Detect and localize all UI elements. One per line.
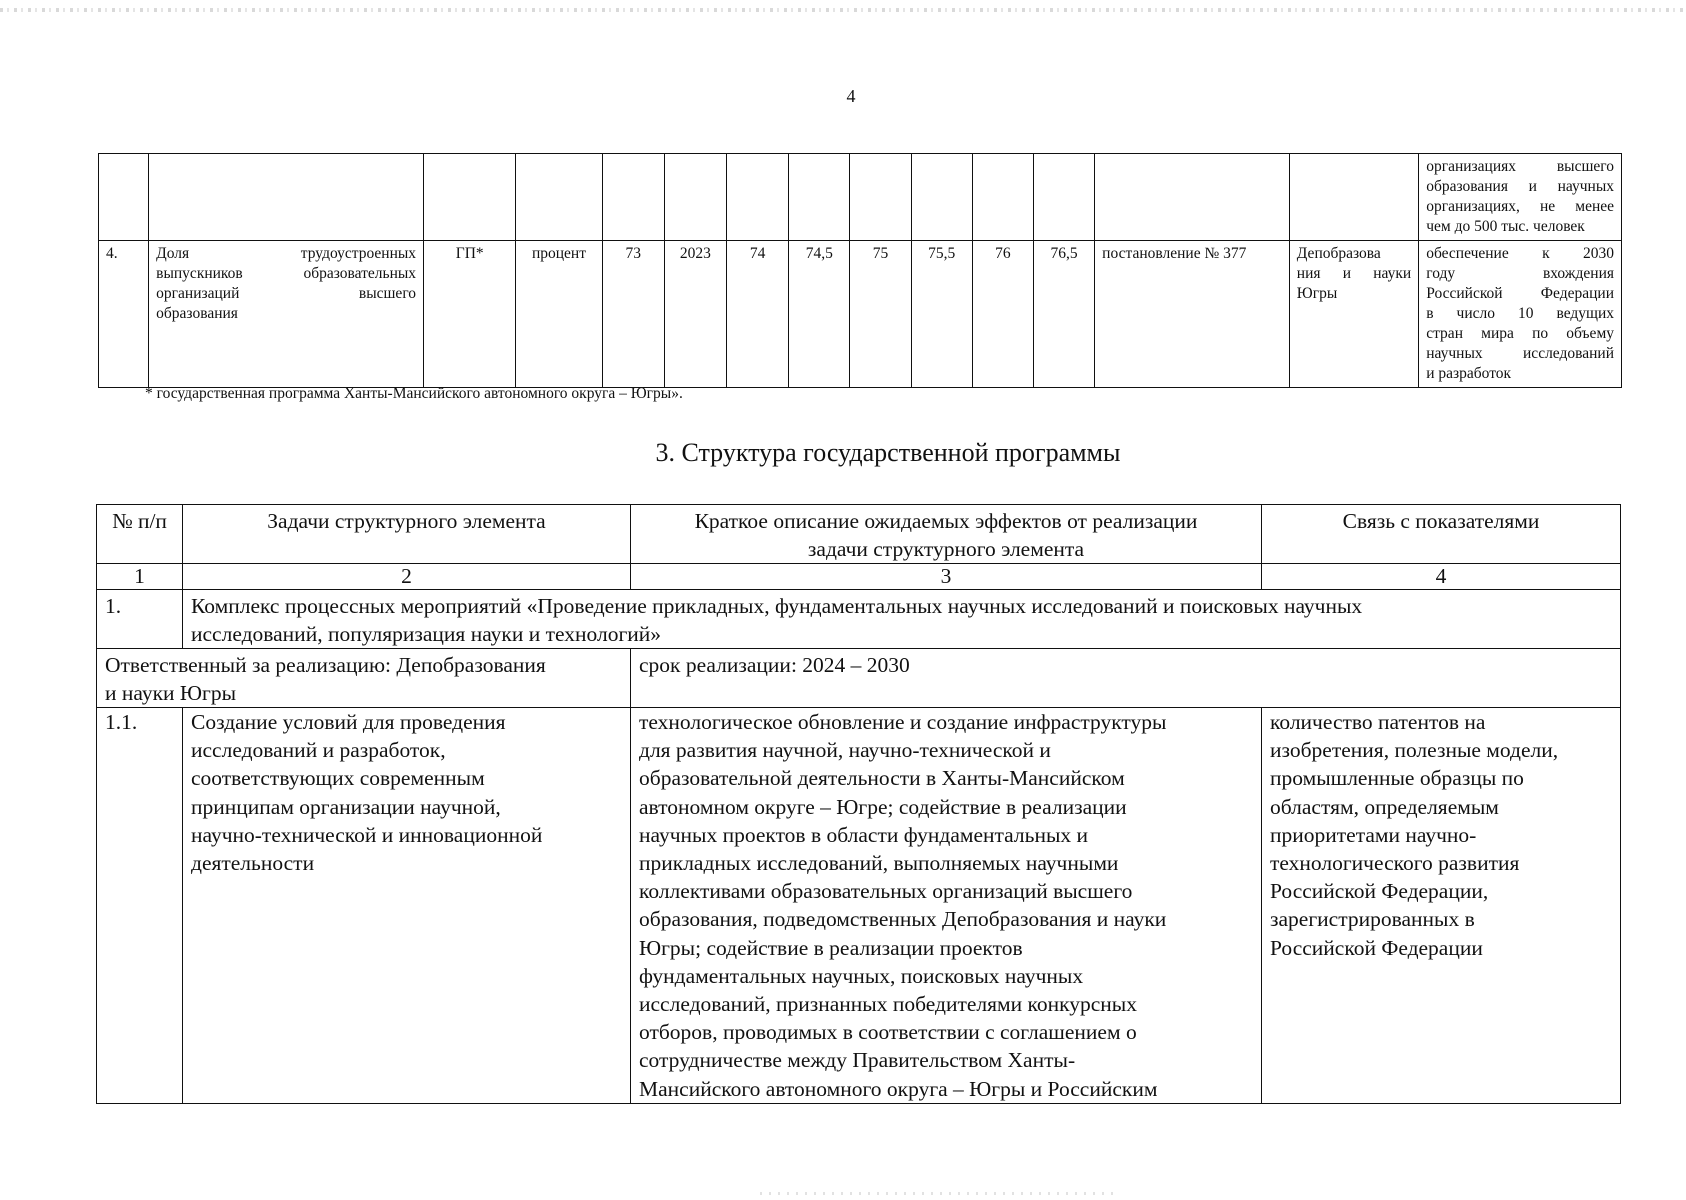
implementation-term: срок реализации: 2024 – 2030 (631, 649, 1621, 708)
cell-empty (1289, 154, 1418, 241)
column-number: 4 (1262, 564, 1621, 590)
indicator-responsible: Депобразова ния и науки Югры (1289, 241, 1418, 388)
structure-table (96, 504, 1621, 1104)
cell-empty (911, 154, 972, 241)
indicators-continuation-row (99, 154, 1622, 241)
complex-num: 1. (97, 590, 183, 649)
page-number: 4 (846, 86, 856, 106)
base-value: 73 (602, 241, 664, 388)
task-description: Создание условий для проведения исследований и разработок, соответствующих современным принципам организации научной, научно-технической и инновационной деятельности (183, 708, 631, 1104)
cell-empty (972, 154, 1033, 241)
task-row (97, 708, 1621, 1104)
cell-empty (789, 154, 850, 241)
column-number: 3 (631, 564, 1262, 590)
year-value: 76 (972, 241, 1033, 388)
header-links: Связь с показателями (1262, 505, 1621, 564)
column-number: 1 (97, 564, 183, 590)
cell-empty (516, 154, 602, 241)
goal-link-continuation: организациях высшего образования и научных организациях, не менее чем до 500 тыс. человек (1419, 154, 1622, 241)
indicator-level: ГП* (424, 241, 516, 388)
section-title: 3. Структура государственной программы (655, 438, 1121, 467)
year-value: 75 (850, 241, 911, 388)
indicators-table (98, 153, 1622, 388)
cell-empty (99, 154, 149, 241)
task-indicator-links: количество патентов на изобретения, полезные модели, промышленные образцы по областям, определяемым приоритетами научно- технологического развития Российской Федерации, зарегистрированных в Российской Федерации (1262, 708, 1621, 1104)
complex-title: Комплекс процессных мероприятий «Проведение прикладных, фундаментальных научных исследований и поисковых научных исследований, популяризация науки и технологий» (183, 590, 1621, 649)
footnote: * государственная программа Ханты-Мансийского автономного округа – Югры». (145, 385, 683, 402)
indicator-num: 4. (99, 241, 149, 388)
year-value: 76,5 (1033, 241, 1094, 388)
year-value: 74 (727, 241, 789, 388)
structure-header-row (97, 505, 1621, 564)
header-tasks: Задачи структурного элемента (183, 505, 631, 564)
scan-edge-artifact (760, 1192, 1120, 1195)
task-num: 1.1. (97, 708, 183, 1104)
responsible-label: Ответственный за реализацию: Депобразования и науки Югры (97, 649, 631, 708)
header-effects: Краткое описание ожидаемых эффектов от реализации задачи структурного элемента (631, 505, 1262, 564)
scan-edge-artifact (0, 8, 1686, 12)
base-year: 2023 (664, 241, 726, 388)
indicator-unit: процент (516, 241, 602, 388)
column-number: 2 (183, 564, 631, 590)
cell-empty (602, 154, 664, 241)
column-number-row (97, 564, 1621, 590)
cell-empty (850, 154, 911, 241)
year-value: 74,5 (789, 241, 850, 388)
cell-empty (1033, 154, 1094, 241)
cell-empty (727, 154, 789, 241)
cell-empty (149, 154, 424, 241)
cell-empty (424, 154, 516, 241)
task-effects: технологическое обновление и создание инфраструктуры для развития научной, научно-технической и образовательной деятельности в Ханты-Мансийском автономном округе – Югре; содействие в реализации научных проектов в области фундаментальных и прикладных исследований, выполняемых научными коллективами образовательных организаций высшего образования, подведомственных Депобразования и науки Югры; содействие в реализации проектов фундаментальных научных, поисковых научных исследований, признанных победителями конкурсных отборов, проводимых в соответствии с соглашением о сотрудничестве между Правительством Ханты- Мансийского автономного округа – Югры и Российским (631, 708, 1262, 1104)
indicator-row (99, 241, 1622, 388)
responsible-row (97, 649, 1621, 708)
cell-empty (1095, 154, 1290, 241)
year-value: 75,5 (911, 241, 972, 388)
complex-row (97, 590, 1621, 649)
header-num: № п/п (97, 505, 183, 564)
cell-empty (664, 154, 726, 241)
indicator-document: постановление № 377 (1095, 241, 1290, 388)
indicator-goal-link: обеспечение к 2030 году вхождения Российской Федерации в число 10 ведущих стран мира по объему научных исследований и разработок (1419, 241, 1622, 388)
indicator-name: Доля трудоустроенных выпускников образовательных организаций высшего образования (149, 241, 424, 388)
